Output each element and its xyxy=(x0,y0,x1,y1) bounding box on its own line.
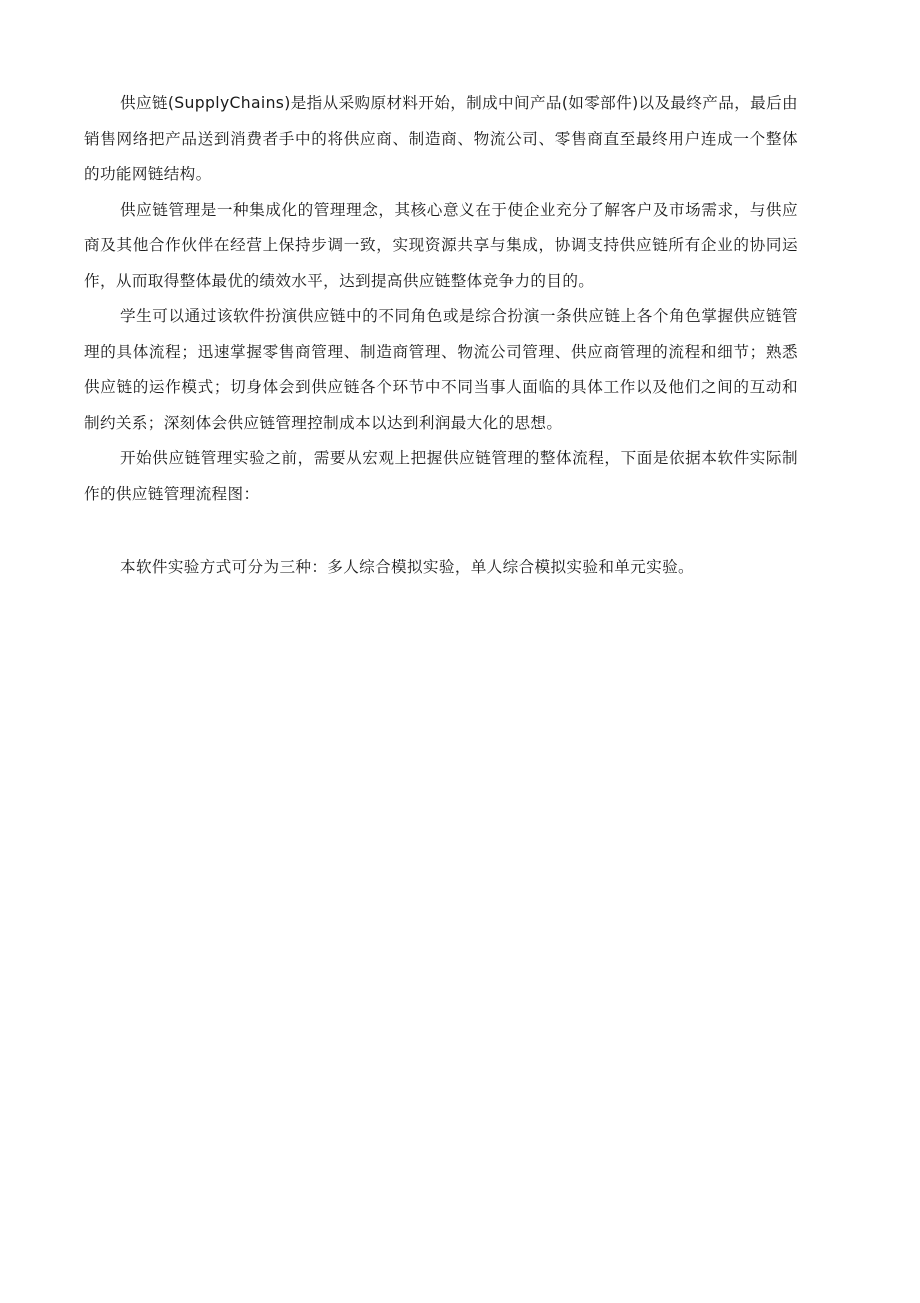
paragraph-flowchart-intro: 开始供应链管理实验之前，需要从宏观上把握供应链管理的整体流程，下面是依据本软件实际制作的供应链管理流程图： xyxy=(84,449,798,503)
paragraph-experiment-modes: 本软件实验方式可分为三种：多人综合模拟实验，单人综合模拟实验和单元实验。 xyxy=(120,558,694,576)
flowchart-placeholder xyxy=(84,512,798,550)
paragraph-student-usage: 学生可以通过该软件扮演供应链中的不同角色或是综合扮演一条供应链上各个角色掌握供应链管理的具体流程；迅速掌握零售商管理、制造商管理、物流公司管理、供应商管理的流程和细节；熟悉供应链的运作模式；切身体会到供应链各个环节中不同当事人面临的具体工作以及他们之间的互动和制约关系；深刻体会供应链管理控制成本以达到利润最大化的思想。 xyxy=(84,307,798,432)
paragraph-supply-chain-definition: 供应链(SupplyChains)是指从采购原材料开始，制成中间产品(如零部件)以及最终产品，最后由销售网络把产品送到消费者手中的将供应商、制造商、物流公司、零售商直至最终用户连成一个整体的功能网链结构。 xyxy=(84,94,798,183)
document-body xyxy=(84,86,798,586)
paragraph-supply-chain-management: 供应链管理是一种集成化的管理理念，其核心意义在于使企业充分了解客户及市场需求，与供应商及其他合作伙伴在经营上保持步调一致，实现资源共享与集成，协调支持供应链所有企业的协同运作，从而取得整体最优的绩效水平，达到提高供应链整体竞争力的目的。 xyxy=(84,200,798,290)
